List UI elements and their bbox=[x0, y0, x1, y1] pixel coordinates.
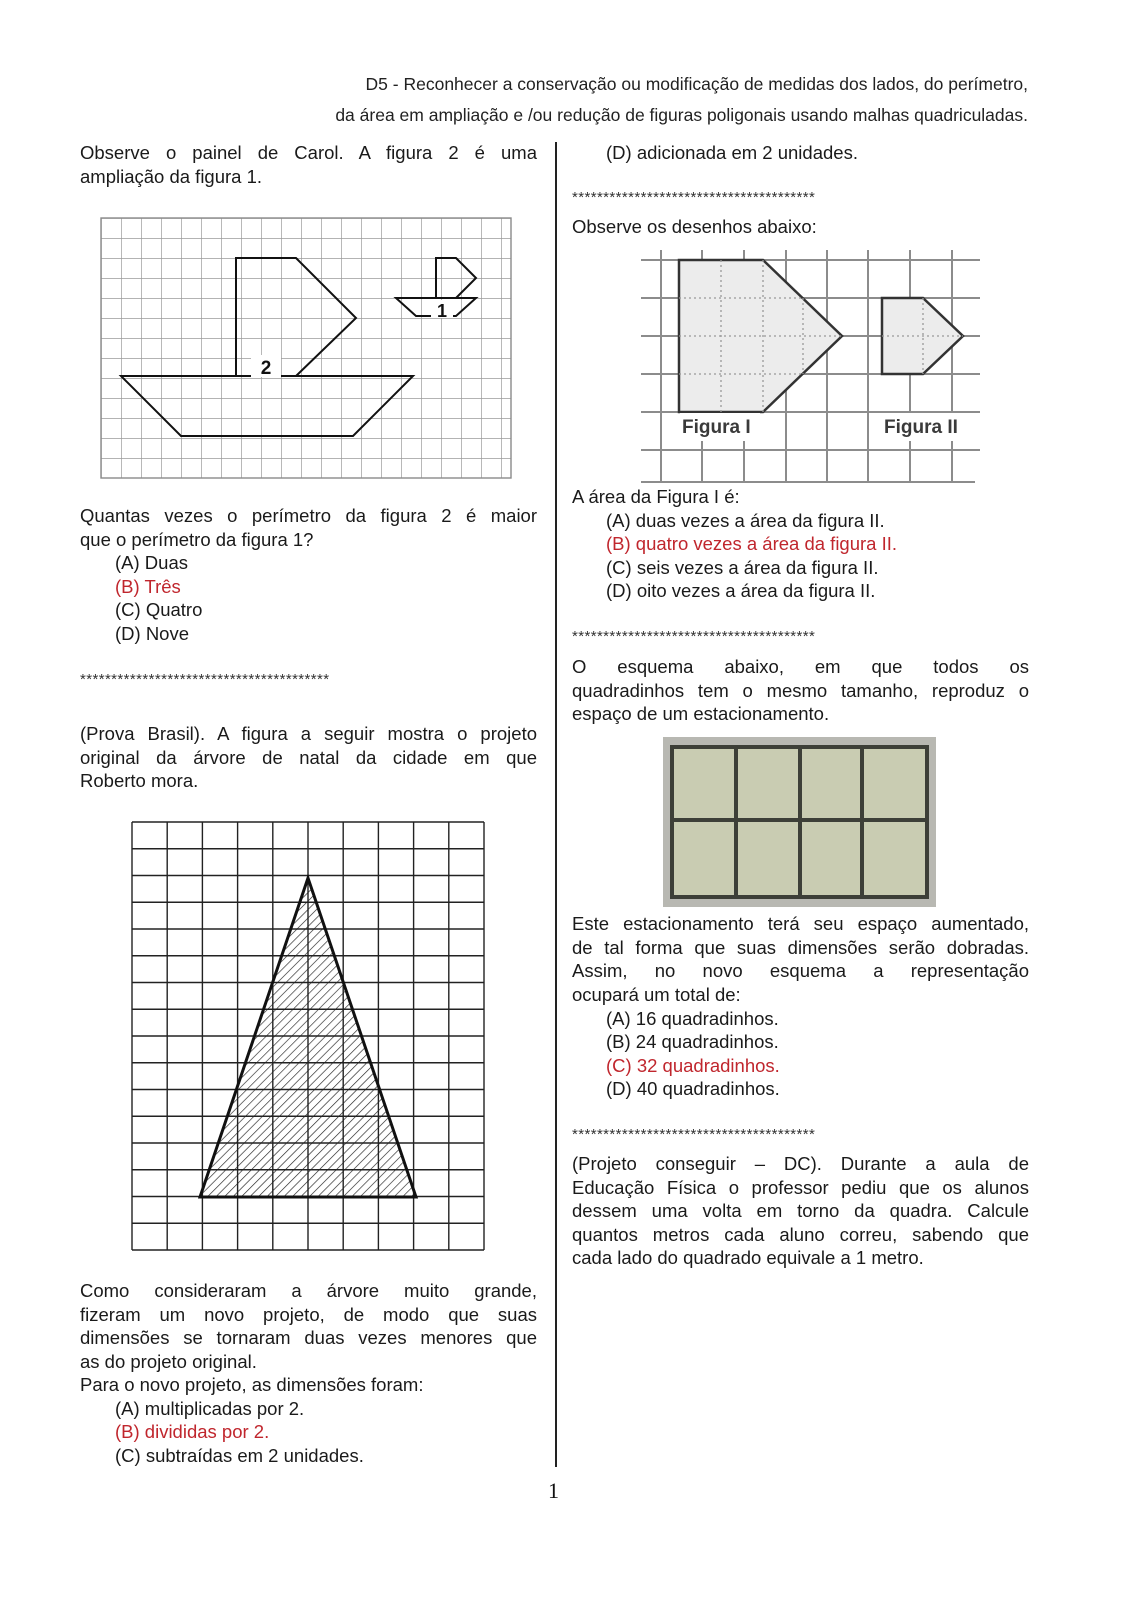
q1-option-d: (D) Nove bbox=[115, 623, 190, 644]
q5-intro: (Projeto conseguir – DC). Durante a aula de Educação Física o professor pediu que os alunos dessem uma volta em torno da quadra. Calcule quantos metros cada aluno correu, sabendo que cada lado do quadrado equivale a 1 metro. bbox=[572, 1153, 1029, 1268]
q1-option-c: (C) Quatro bbox=[115, 599, 203, 620]
q4-option-d: (D) 40 quadradinhos. bbox=[606, 1078, 780, 1099]
q4-option-c-correct: (C) 32 quadradinhos. bbox=[606, 1055, 780, 1076]
separator-1: **************************************** bbox=[80, 671, 330, 688]
q4-question: Este estacionamento terá seu espaço aumentado, de tal forma que suas dimensões serão dobradas. Assim, no novo esquema a representação ocupará um total de: bbox=[572, 913, 1029, 1005]
q2-option-d: (D) adicionada em 2 unidades. bbox=[606, 142, 858, 163]
separator-3: *************************************** bbox=[572, 628, 816, 645]
q3-option-d: (D) oito vezes a área da figura II. bbox=[606, 580, 876, 601]
q2-intro: (Prova Brasil). A figura a seguir mostra o projeto original da árvore de natal da cidade em que Roberto mora. bbox=[80, 723, 537, 791]
q1-option-a: (A) Duas bbox=[115, 552, 188, 573]
tree-grid-figure bbox=[132, 822, 484, 1250]
separator-4: *************************************** bbox=[572, 1126, 816, 1143]
figure-ii-label: Figura II bbox=[884, 417, 958, 438]
figure-2-label: 2 bbox=[260, 358, 272, 379]
q4-intro: O esquema abaixo, em que todos os quadradinhos tem o mesmo tamanho, reproduz o espaço de um estacionamento. bbox=[572, 656, 1029, 724]
q3-option-a: (A) duas vezes a área da figura II. bbox=[606, 510, 885, 531]
q2-option-a: (A) multiplicadas por 2. bbox=[115, 1398, 305, 1419]
parking-lot-scheme bbox=[663, 737, 936, 907]
descriptor-line-2: da área em ampliação e /ou redução de figuras poligonais usando malhas quadriculadas. bbox=[335, 105, 1028, 125]
boat-grid-figure bbox=[101, 218, 511, 478]
q4-option-a: (A) 16 quadradinhos. bbox=[606, 1008, 779, 1029]
q3-question: A área da Figura I é: bbox=[572, 486, 740, 507]
q3-intro: Observe os desenhos abaixo: bbox=[572, 216, 817, 237]
q1-intro: Observe o painel de Carol. A figura 2 é uma ampliação da figura 1. bbox=[80, 142, 537, 187]
column-divider bbox=[555, 142, 557, 1467]
figures-i-ii-grid bbox=[620, 245, 980, 485]
q4-option-b: (B) 24 quadradinhos. bbox=[606, 1031, 779, 1052]
q3-option-b-correct: (B) quatro vezes a área da figura II. bbox=[606, 533, 898, 554]
page-number: 1 bbox=[548, 1478, 559, 1503]
q1-question: Quantas vezes o perímetro da figura 2 é maior que o perímetro da figura 1? bbox=[80, 505, 537, 550]
q1-option-b-correct: (B) Três bbox=[115, 576, 181, 597]
figure-1-label: 1 bbox=[436, 301, 448, 321]
descriptor-line-1: D5 - Reconhecer a conservação ou modificação de medidas dos lados, do perímetro, bbox=[365, 74, 1028, 94]
q2-option-c: (C) subtraídas em 2 unidades. bbox=[115, 1445, 364, 1466]
separator-2: *************************************** bbox=[572, 189, 816, 206]
q2-option-b-correct: (B) divididas por 2. bbox=[115, 1421, 270, 1442]
q2-question: Como consideraram a árvore muito grande, fizeram um novo projeto, de modo que suas dimensões se tornaram duas vezes menores que as do projeto original. Para o novo projeto, as dimensões foram: bbox=[80, 1280, 537, 1395]
figure-i-label: Figura I bbox=[682, 417, 751, 438]
q3-option-c: (C) seis vezes a área da figura II. bbox=[606, 557, 879, 578]
